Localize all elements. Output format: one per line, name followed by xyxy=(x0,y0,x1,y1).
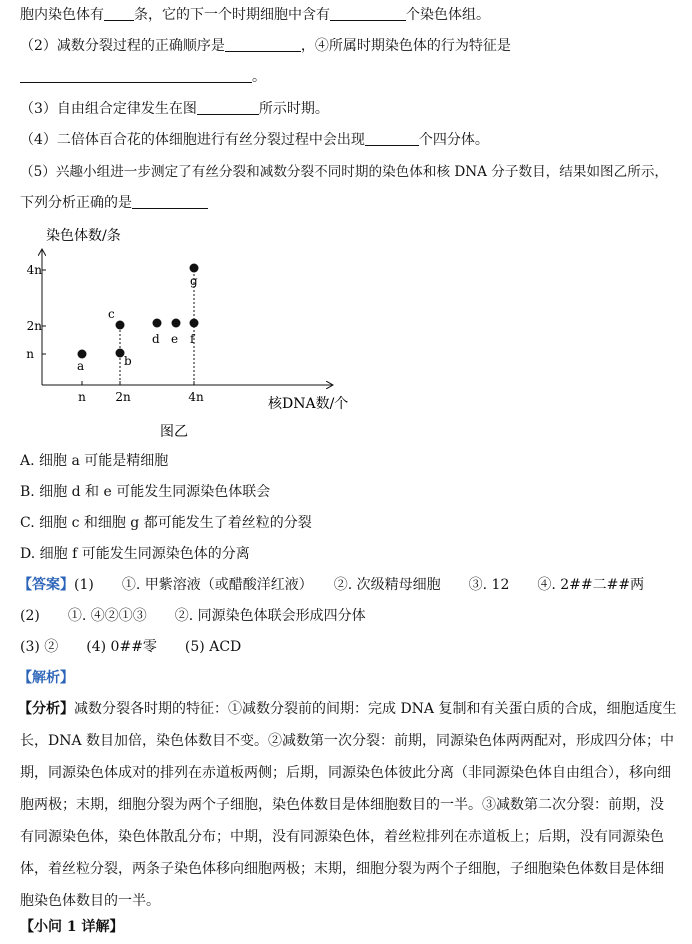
question-3 xyxy=(20,100,329,118)
answer-blank xyxy=(20,68,252,83)
analysis-text: 减数分裂各时期的特征：①减数分裂前的间期：完成 DNA 复制和有关蛋白质的合成，细胞适度生 xyxy=(74,701,677,717)
analysis-para-line xyxy=(18,700,676,718)
x-tick-label: n xyxy=(78,390,86,404)
sub-question-heading: 【小问 1 详解】 xyxy=(20,919,124,935)
y-tick-n xyxy=(26,347,46,361)
answer-row-2: (2) ①. ④②①③ ②. 同源染色体联会形成四分体 xyxy=(20,608,366,624)
text-fragment: （5）兴趣小组进一步测定了有丝分裂和减数分裂不同时期的染色体和核 DNA 分子数目，结果如图乙所示， xyxy=(20,164,669,180)
text-fragment: 条，它的下一个时期细胞中含有 xyxy=(134,7,330,23)
text-fragment: 下列分析正确的是 xyxy=(20,195,132,211)
answer-tag: 【答案】 xyxy=(18,577,74,593)
x-tick-n xyxy=(78,381,86,404)
y-tick-label: n xyxy=(26,347,34,361)
question-4 xyxy=(20,131,489,149)
y-axis-label: 染色体数/条 xyxy=(46,228,121,244)
question-2-continued xyxy=(20,68,266,86)
point-d xyxy=(152,319,162,347)
text-fragment: 个染色体组。 xyxy=(406,7,490,23)
question-5 xyxy=(20,163,668,181)
point-f xyxy=(190,319,199,347)
option-b: B. 细胞 d 和 e 可能发生同源染色体联会 xyxy=(20,484,271,500)
y-tick-4n xyxy=(27,263,46,277)
point-label: b xyxy=(124,354,132,368)
analysis-para-line: 期，同源染色体成对的排列在赤道板两侧；后期，同源染色体彼此分离（非同源染色体自由组合），移向细 xyxy=(20,765,671,781)
point-e xyxy=(171,319,181,347)
answer-text: (1) ①. 甲紫溶液（或醋酸洋红液） ②. 次级精母细胞 ③. 12 ④. 2##二##两 xyxy=(74,577,645,593)
answer-row-1 xyxy=(18,576,644,594)
analysis-para-line: 有同源染色体，染色体散乱分布；中期，没有同源染色体，着丝粒排列在赤道板上；后期，没有同源染色 xyxy=(20,829,664,845)
answer-blank xyxy=(330,6,406,21)
answer-blank xyxy=(197,100,259,115)
point-c xyxy=(108,307,125,330)
y-tick-2n xyxy=(27,319,46,333)
point-label: g xyxy=(190,274,198,288)
option-a: A. 细胞 a 可能是精细胞 xyxy=(20,453,169,469)
option-c: C. 细胞 c 和细胞 g 都可能发生了着丝粒的分裂 xyxy=(20,515,312,531)
point-label: f xyxy=(190,332,195,346)
answer-blank xyxy=(225,37,301,52)
option-d: D. 细胞 f 可能发生同源染色体的分离 xyxy=(20,546,250,562)
data-point xyxy=(153,319,162,328)
point-label: c xyxy=(108,307,115,321)
question-2 xyxy=(20,37,511,55)
y-tick-label: 2n xyxy=(26,319,42,333)
point-b xyxy=(116,349,133,369)
analysis-para-line: 胞两极；末期，细胞分裂为两个子细胞，染色体数目是体细胞数目的一半。③减数第二次分裂：前期，没 xyxy=(20,797,664,813)
point-g xyxy=(190,264,199,289)
text-fragment: （2）减数分裂过程的正确顺序是 xyxy=(20,38,225,54)
point-label: a xyxy=(77,359,85,373)
text-fragment: 胞内染色体有 xyxy=(20,7,104,23)
text-fragment: 。 xyxy=(252,69,266,85)
point-label: d xyxy=(152,332,160,346)
data-point xyxy=(190,319,199,328)
analysis-para-line: 胞染色体数目的一半。 xyxy=(20,893,160,909)
point-a xyxy=(77,350,87,374)
analysis-para-line: 长，DNA 数目加倍，染色体数目不变。②减数第一次分裂：前期，同源染色体两两配对，形成四分体；中 xyxy=(20,733,675,749)
analysis-para-line: 体，着丝粒分裂，两条子染色体移向细胞两极；末期，细胞分裂为两个子细胞，子细胞染色体数目是体细 xyxy=(20,861,664,877)
chart-caption: 图乙 xyxy=(160,424,188,440)
text-fragment: ，④所属时期染色体的行为特征是 xyxy=(300,38,511,54)
answer-row-3: (3) ② (4) 0##零 (5) ACD xyxy=(20,639,242,655)
question-line-1 xyxy=(20,6,490,24)
x-axis-label: 核DNA数/个 xyxy=(268,396,349,412)
text-fragment: （4）二倍体百合花的体细胞进行有丝分裂过程中会出现 xyxy=(20,132,365,148)
point-label: e xyxy=(171,332,179,346)
data-point xyxy=(190,264,199,273)
text-fragment: （3）自由组合定律发生在图 xyxy=(20,101,197,117)
question-5-continued xyxy=(20,194,208,212)
answer-blank xyxy=(132,194,208,209)
y-tick-label: 4n xyxy=(26,263,42,277)
x-tick-label: 4n xyxy=(188,390,204,404)
answer-blank xyxy=(365,131,419,146)
text-fragment: 个四分体。 xyxy=(418,132,489,148)
scatter-chart xyxy=(20,222,380,442)
data-point xyxy=(172,319,181,328)
text-fragment: 所示时期。 xyxy=(258,101,329,117)
x-tick-label: 2n xyxy=(115,390,131,404)
x-tick-4n xyxy=(188,381,204,404)
data-point xyxy=(116,321,125,330)
fenxi-tag: 【分析】 xyxy=(18,701,74,717)
data-point xyxy=(78,350,87,359)
analysis-tag: 【解析】 xyxy=(18,670,74,686)
answer-blank xyxy=(104,6,134,21)
x-tick-2n xyxy=(115,381,131,404)
